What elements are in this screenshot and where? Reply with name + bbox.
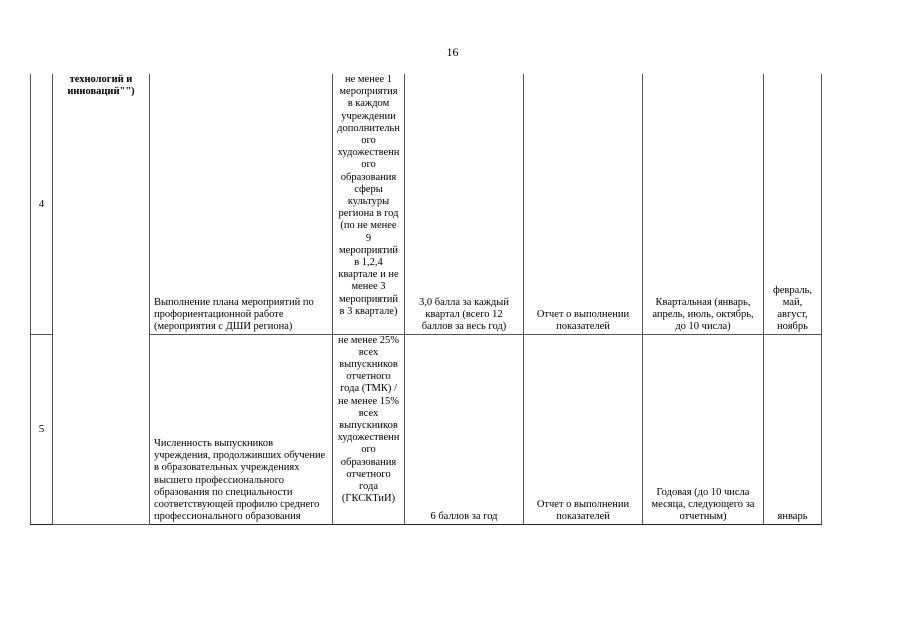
indicators-table (30, 74, 822, 525)
months-cell: февраль, май, август, ноябрь (764, 74, 822, 334)
table-row (31, 74, 822, 334)
row-number: 5 (31, 334, 53, 524)
periodicity-cell: Годовая (до 10 числа месяца, следующего за отчетным) (643, 334, 764, 524)
indicator-cell: Выполнение плана мероприятий по профориентационной работе (мероприятия с ДШИ региона) (150, 74, 333, 334)
group-label: технологий и инноваций"") (53, 74, 150, 524)
months-cell: январь (764, 334, 822, 524)
target-cell: не менее 25% всех выпускников отчетного года (ТМК) /не менее 15% всех выпускников художественн ого образования отчетного года (ГКСКТиИ) (333, 334, 405, 524)
report-cell: Отчет о выполнении показателей (524, 74, 643, 334)
score-cell: 3,0 балла за каждый квартал (всего 12 баллов за весь год) (405, 74, 524, 334)
periodicity-cell: Квартальная (январь, апрель, июль, октябрь, до 10 числа) (643, 74, 764, 334)
report-cell: Отчет о выполнении показателей (524, 334, 643, 524)
indicator-cell: Численность выпускников учреждения, продолживших обучение в образовательных учреждениях высшего профессионального образования по специальности соответствующей профилю среднего профессионального образования (150, 334, 333, 524)
row-number: 4 (31, 74, 53, 334)
page-number: 16 (446, 45, 459, 59)
table-row (31, 334, 822, 524)
score-cell: 6 баллов за год (405, 334, 524, 524)
target-cell: не менее 1 мероприятия в каждом учреждении дополнительн ого художественн ого образования сферы культуры региона в год (по не менее 9 мероприятий в 1,2,4 квартале и не менее 3 мероприятий в 3 квартале) (333, 74, 405, 334)
